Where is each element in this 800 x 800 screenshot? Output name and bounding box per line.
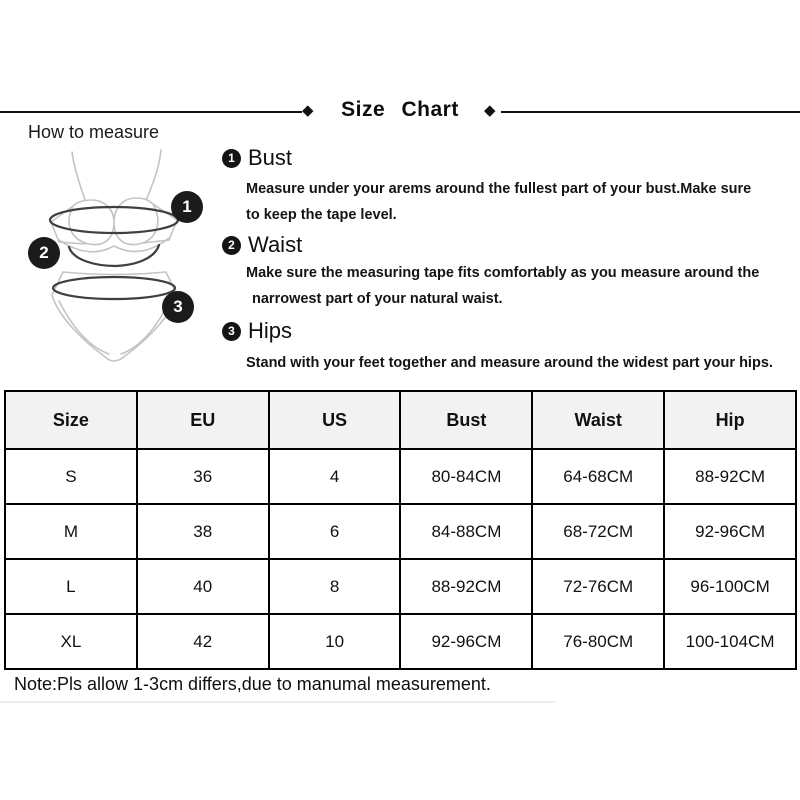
header-rule-left (0, 111, 302, 113)
col-header-eu: EU (137, 391, 269, 449)
cell-bust: 88-92CM (400, 559, 532, 614)
figure-badge-hips: 3 (162, 291, 194, 323)
cell-waist: 68-72CM (532, 504, 664, 559)
table-row-xl (5, 614, 796, 669)
diamond-icon: ◆ (484, 102, 496, 119)
col-header-us: US (269, 391, 401, 449)
bust-instruction-line1: Measure under your arems around the fullest part of your bust.Make sure (246, 181, 752, 197)
cell-size: S (5, 449, 137, 504)
cell-waist: 76-80CM (532, 614, 664, 669)
col-header-bust: Bust (400, 391, 532, 449)
figure-badge-bust: 1 (171, 191, 203, 223)
cell-waist: 72-76CM (532, 559, 664, 614)
cell-size: XL (5, 614, 137, 669)
waist-instruction-line2: narrowest part of your natural waist. (252, 291, 503, 307)
diamond-icon: ◆ (302, 102, 314, 119)
how-to-measure-title: How to measure (28, 122, 160, 142)
faint-divider (0, 701, 556, 703)
col-header-hip: Hip (664, 391, 796, 449)
section-bust (222, 145, 751, 228)
size-table (4, 390, 797, 670)
waist-instruction-line1: Make sure the measuring tape fits comfortably as you measure around the (246, 265, 760, 281)
table-row-s (5, 449, 796, 504)
table-row-m (5, 504, 796, 559)
size-table-header-row (5, 391, 796, 449)
cell-hip: 88-92CM (664, 449, 796, 504)
cell-size: L (5, 559, 137, 614)
section-waist (222, 232, 759, 312)
hips-instruction-line1: Stand with your feet together and measure around the widest part your hips. (246, 355, 773, 371)
cell-eu: 38 (137, 504, 269, 559)
figure-badge-waist: 2 (28, 237, 60, 269)
col-header-size: Size (5, 391, 137, 449)
bust-title: Bust (248, 145, 293, 170)
cell-us: 10 (269, 614, 401, 669)
cell-hip: 92-96CM (664, 504, 796, 559)
cell-eu: 42 (137, 614, 269, 669)
bust-number-badge: 1 (222, 149, 241, 168)
table-row-l (5, 559, 796, 614)
cell-eu: 36 (137, 449, 269, 504)
cell-us: 6 (269, 504, 401, 559)
cell-us: 4 (269, 449, 401, 504)
cell-hip: 100-104CM (664, 614, 796, 669)
cell-us: 8 (269, 559, 401, 614)
waist-title: Waist (248, 232, 303, 257)
cell-bust: 84-88CM (400, 504, 532, 559)
header-rule-right (501, 111, 800, 113)
col-header-waist: Waist (532, 391, 664, 449)
cell-hip: 96-100CM (664, 559, 796, 614)
bust-instruction-line2: to keep the tape level. (246, 207, 397, 223)
cell-waist: 64-68CM (532, 449, 664, 504)
waist-number-badge: 2 (222, 236, 241, 255)
page-title: Size Chart (341, 98, 459, 121)
cell-bust: 92-96CM (400, 614, 532, 669)
cell-bust: 80-84CM (400, 449, 532, 504)
hips-title: Hips (248, 318, 293, 343)
section-hips (222, 318, 773, 376)
cell-eu: 40 (137, 559, 269, 614)
measurement-note: Note:Pls allow 1-3cm differs,due to manumal measurement. (14, 674, 491, 694)
hips-number-badge: 3 (222, 322, 241, 341)
cell-size: M (5, 504, 137, 559)
